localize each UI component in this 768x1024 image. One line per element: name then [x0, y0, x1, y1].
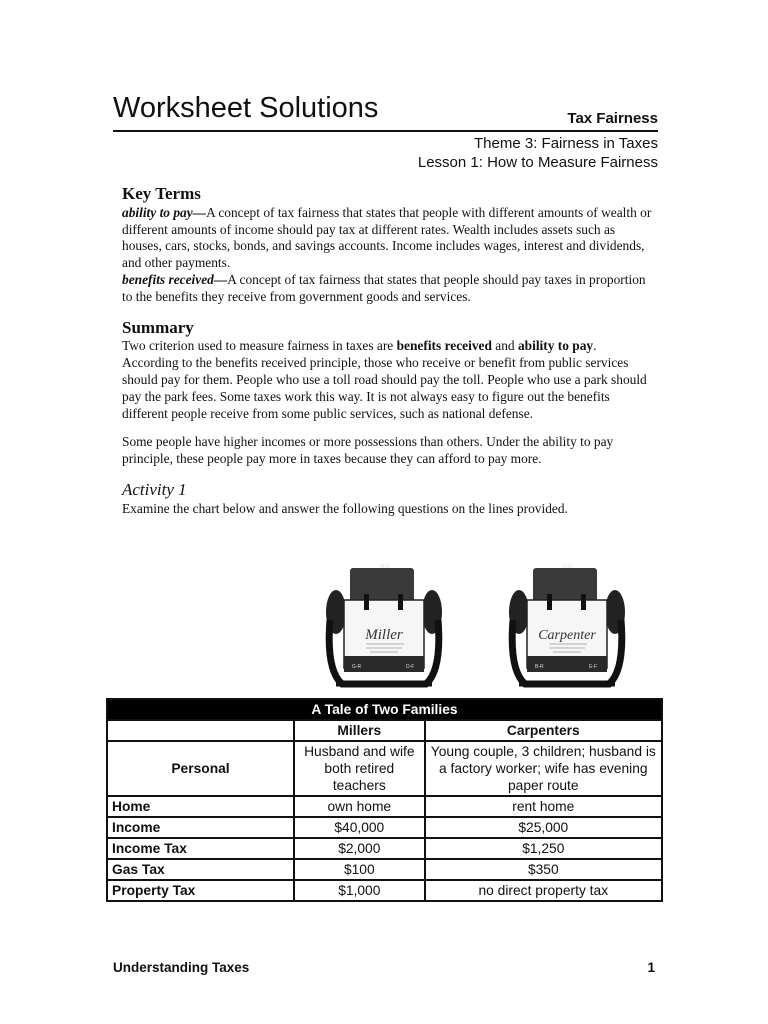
- carpenters-cell: $1,250: [425, 838, 662, 859]
- table-title-row: [107, 699, 662, 720]
- term-definition: A concept of tax fairness that states that people with different amounts of wealth or different amounts of income should pay tax at different rates. Wealth includes assets such as houses, cars, stocks, bonds, and savings accounts. Income includes wages, interest and dividends, and other payments.: [122, 204, 652, 271]
- row-label: Income: [107, 817, 294, 838]
- millers-cell: $100: [294, 859, 425, 880]
- activity-instructions: Examine the chart below and answer the following questions on the lines provided.: [122, 500, 568, 516]
- row-label: Property Tax: [107, 880, 294, 901]
- bold-term: ability to pay: [517, 338, 594, 354]
- millers-cell: $2,000: [294, 838, 425, 859]
- theme-label: Theme 3: Fairness in Taxes: [474, 135, 658, 152]
- key-terms-heading: Key Terms: [122, 184, 201, 203]
- rolodex-miller-image: [322, 560, 446, 690]
- table-row: [107, 859, 662, 880]
- table-header-row: [107, 720, 662, 741]
- millers-cell: $1,000: [294, 880, 425, 901]
- rolodex-tab-left: B-R: [535, 664, 544, 670]
- row-label: Gas Tax: [107, 859, 294, 880]
- row-label: Personal: [107, 741, 294, 796]
- page-title: Worksheet Solutions: [113, 92, 379, 124]
- table-row: [107, 796, 662, 817]
- carpenters-cell: rent home: [425, 796, 662, 817]
- worksheet-body: [122, 186, 652, 518]
- row-label: Home: [107, 796, 294, 817]
- rolodex-tab-top: M-S: [380, 564, 390, 570]
- key-term-benefits-received: [122, 272, 652, 306]
- footer-course-title: Understanding Taxes: [113, 960, 250, 975]
- table-row: [107, 741, 662, 796]
- rolodex-card-name: Miller: [365, 627, 403, 643]
- millers-cell: own home: [294, 796, 425, 817]
- rolodex-tab-top: C-D: [563, 564, 572, 570]
- summary-paragraph-1: Two criterion used to measure fairness in taxes are benefits received and ability to pay. According to the benefits received principle, those who receive or benefit from public services should pay for them. People who use a toll road should pay the toll. People who use a park should pay the park fees. Some taxes work this way. It is not always easy to figure out the benefits different people receive from some public services, such as national defense.: [122, 338, 647, 421]
- carpenters-cell: $25,000: [425, 817, 662, 838]
- lesson-label: Lesson 1: How to Measure Fairness: [417, 154, 658, 171]
- table-title: A Tale of Two Families: [107, 699, 662, 720]
- carpenters-cell: Young couple, 3 children; husband is a factory worker; wife has evening paper route: [425, 741, 662, 796]
- millers-cell: Husband and wife both retired teachers: [294, 741, 425, 796]
- summary-heading: Summary: [122, 317, 194, 337]
- summary-paragraph-2: Some people have higher incomes or more possessions than others. Under the ability to pay principle, these people pay more in taxes because they can afford to pay more.: [122, 434, 614, 467]
- term-label: ability to pay—: [122, 204, 207, 220]
- carpenters-cell: no direct property tax: [425, 880, 662, 901]
- families-table: [106, 698, 663, 902]
- term-definition: A concept of tax fairness that states that people should pay taxes in proportion to the benefits they receive from government goods and services.: [122, 271, 646, 304]
- header-divider: [113, 130, 658, 132]
- term-label: benefits received—: [122, 271, 228, 287]
- rolodex-tab-right: D-F: [406, 664, 415, 670]
- table-row: [107, 838, 662, 859]
- millers-cell: $40,000: [294, 817, 425, 838]
- rolodex-card-name: Carpenter: [538, 628, 596, 643]
- topic-label: Tax Fairness: [567, 110, 658, 127]
- activity-heading: Activity 1: [122, 479, 187, 499]
- key-term-ability-to-pay: [122, 205, 652, 272]
- table-row: [107, 817, 662, 838]
- carpenters-cell: $350: [425, 859, 662, 880]
- rolodex-tab-left: G-R: [352, 664, 362, 670]
- column-header-millers: Millers: [294, 720, 425, 741]
- column-header-blank: [107, 720, 294, 741]
- page-number: 1: [647, 960, 655, 975]
- table-row: [107, 880, 662, 901]
- rolodex-carpenter-image: [505, 560, 629, 690]
- row-label: Income Tax: [107, 838, 294, 859]
- column-header-carpenters: Carpenters: [425, 720, 662, 741]
- bold-term: benefits received: [396, 338, 492, 354]
- rolodex-tab-right: E-F: [589, 664, 598, 670]
